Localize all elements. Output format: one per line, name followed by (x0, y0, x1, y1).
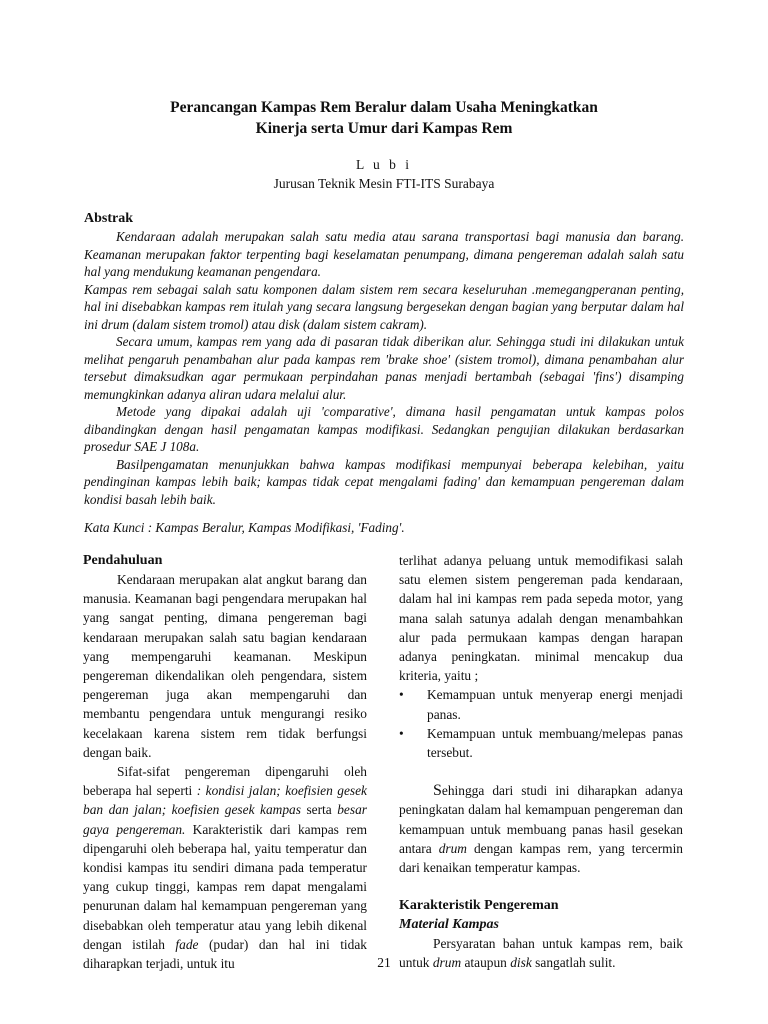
list-item (399, 685, 683, 723)
text-run: Persyaratan bahan untuk kampas rem, baik untuk (399, 936, 683, 971)
paper-title (80, 97, 688, 139)
bullet-icon: • (399, 687, 404, 703)
text-run: Sifat-sifat pengereman dipengaruhi oleh beberapa hal seperti (83, 764, 367, 799)
author-affiliation: Jurusan Teknik Mesin FTI-ITS Surabaya (273, 176, 495, 191)
criteria-list (399, 685, 683, 762)
abstract-body (84, 228, 684, 508)
text-run: ataupun (461, 955, 511, 971)
drop-letter: S (433, 782, 442, 800)
text-run: Karakteristik dari kampas rem dipengaruhi oleh beberapa hal, yaitu temperatur dan kondisi kampas itu sendiri dimana pada temperatur yang cukup tinggi, kampas rem dapat mengalami penurunan dalam hal kemampuan pengereman yang disebabkan oleh temperatur atau yang lebih dikenal dengan istilah (83, 821, 367, 952)
subsection-heading-material: Material Kampas (399, 917, 499, 933)
continued-paragraph: terlihat adanya peluang untuk memodifikasi salah satu elemen sistem pengereman pada kendaraan, dalam hal ini kampas rem pada sepeda motor, yang mana salah satunya adalah dengan menambahkan alur pada permukaan kampas dengan harapan adanya peningkatan. minimal mencakup dua kriteria, yaitu ; (399, 553, 683, 684)
abstract-paragraph-5: Basilpengamatan menunjukkan bahwa kampas modifikasi mempunyai beberapa kelebihan, yaitu pendinginan kampas lebih baik; kampas tidak cepat mengalami fading' dan kemampuan pengereman dalam kondisi basah lebih baik. (84, 456, 684, 507)
intro-paragraph-2 (83, 762, 367, 973)
page-number: 21 (377, 955, 391, 970)
title-line-2: Kinerja serta Umur dari Kampas Rem (255, 120, 513, 137)
text-run: sangatlah sulit. (531, 955, 616, 971)
italic-run: besar gaya pengereman. (83, 802, 367, 837)
abstract-paragraph-4: Metode yang dipakai adalah uji 'comparative', dimana hasil pengamatan untuk kampas polos dibandingkan dengan hasil pengamatan kampas modifikasi. Sedangkan pengujian dilakukan berdasarkan prosedur SAE J 108a. (84, 404, 684, 454)
title-line-1: Perancangan Kampas Rem Beralur dalam Usaha Meningkatkan (170, 99, 598, 116)
abstract-paragraph-1: Kendaraan adalah merupakan salah satu media atau sarana transportasi bagi manusia dan barang. Keamanan merupakan faktor terpenting bagi keselamatan penumpang, dimana pengereman adalah salah satu hal yang mendukung keamanan pengendara. (84, 229, 684, 279)
text-run: dengan kampas rem, yang tercermin dari kenaikan temperatur kampas. (399, 840, 683, 876)
italic-run: drum (432, 955, 462, 971)
list-item (399, 724, 683, 762)
keywords: Kata Kunci : Kampas Beralur, Kampas Modifikasi, 'Fading'. (84, 520, 405, 535)
spacer (399, 877, 683, 896)
expectation-paragraph (399, 781, 683, 877)
right-column (399, 551, 683, 973)
italic-run: disk (510, 955, 532, 971)
abstract-paragraph-2: Kampas rem sebagai salah satu komponen dalam sistem rem secara keseluruhan .memegangperanan penting, hal ini disebabkan kampas rem itulah yang secara langsung bergesekan dengan bagian yang berputar dalam hal ini drum (dalam sistem tromol) atau disk (dalam sistem cakram). (84, 281, 684, 332)
text-run: (pudar) dan hal ini tidak diharapkan terjadi, untuk itu (83, 936, 367, 972)
intro-paragraph-1: Kendaraan merupakan alat angkut barang dan manusia. Keamanan bagi pengendara merupakan hal yang sangat penting, dimana pengereman bagi kendaraan merupakan salah satu bagian kendaraan yang mempengaruhi keamanan. Meskipun pengereman dikendalikan oleh pengendara, sistem pengereman juga akan mempengaruhi dan membantu pengendara untuk mengurangi resiko kecelakaan karena sistem rem tidak berfungsi dengan baik. (83, 572, 367, 760)
text-run: ehingga dari studi ini diharapkan adanya peningkatan dalam hal kemampuan pengereman dan kemampuan untuk membuang panas hasil gesekan antara (399, 783, 683, 856)
text-run: serta (300, 802, 338, 818)
italic-run: fade (175, 936, 199, 952)
abstract-heading: Abstrak (84, 211, 134, 226)
italic-run: : kondisi jalan; koefisien gesek ban dan jalan; koefisien gesek kampas (83, 783, 367, 818)
list-item-text: Kemampuan untuk menyerap energi menjadi panas. (427, 687, 683, 722)
abstract-paragraph-3: Secara umum, kampas rem yang ada di pasaran tidak diberikan alur. Sehingga studi ini dilakukan untuk melihat pengaruh penambahan alur pada kampas rem 'brake shoe' (sistem tromol), dimana penambahan alur tersebut dimaksudkan agar permukaan perpindahan panas menjadi bertambah (sebagai 'fins') disamping memungkinkan adanya aliran udara melalui alur. (84, 334, 684, 402)
left-column (83, 551, 367, 973)
bullet-icon: • (399, 725, 404, 741)
italic-run: drum (438, 840, 467, 856)
spacer (399, 762, 683, 781)
section-heading-pendahuluan: Pendahuluan (83, 553, 163, 568)
author-name: L u b i (355, 157, 413, 172)
list-item-text: Kemampuan untuk membuang/melepas panas tersebut. (427, 725, 683, 761)
section-heading-karakteristik: Karakteristik Pengereman (399, 898, 559, 914)
